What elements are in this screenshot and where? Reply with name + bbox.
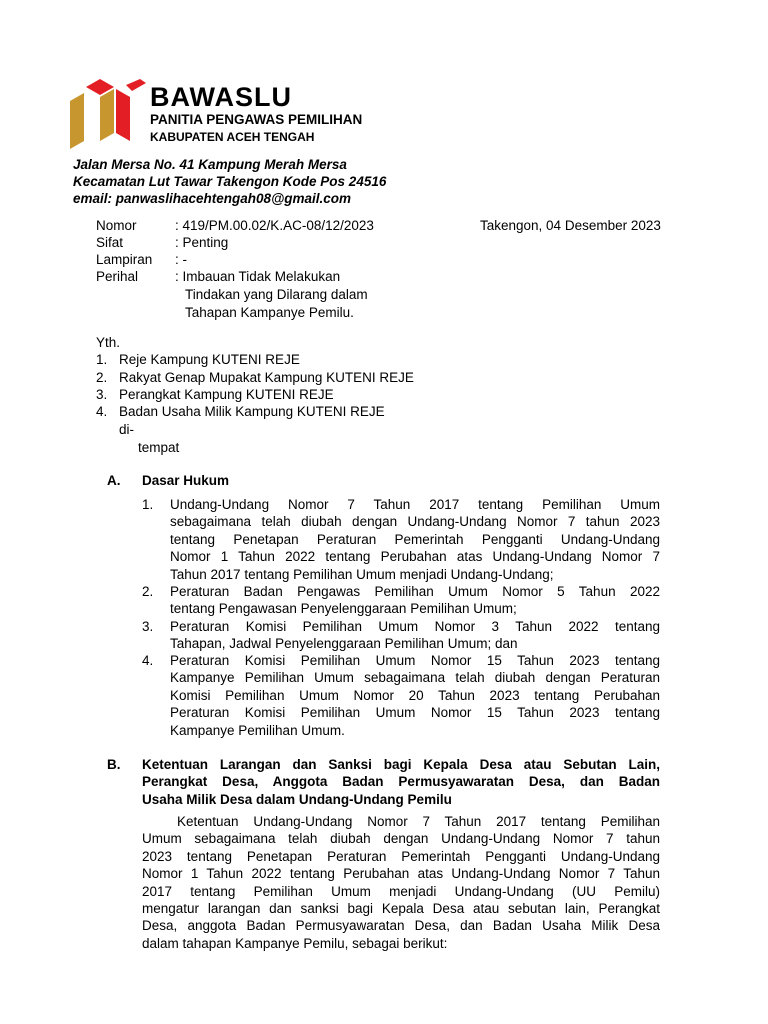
section-a-letter: A. [107,473,121,488]
recipient-item: Reje Kampung KUTENI REJE [119,352,300,367]
sifat-value: : Penting [175,235,229,250]
law-item: Undang-Undang Nomor 7 Tahun 2017 tentang Pemilihan Umum sebagaimana telah diubah dengan Undang-Undang Nomor 7 tahun 2023 tentang Penetapan Peraturan Pemerintah Pengganti Undang-Undang Nomor 1 Tahun 2022 tentang Perubahan atas Undang-Undang Nomor 7 Tahun 2017 tentang Pemilihan Umum menjadi Undang-Undang; [170,497,660,582]
lampiran-value: : - [175,252,187,267]
recipient-item: Badan Usaha Milik Kampung KUTENI REJE [119,404,385,419]
nomor-label: Nomor [96,218,137,233]
address-line-2: Kecamatan Lut Tawar Takengon Kode Pos 24516 [73,174,387,189]
org-region: KABUPATEN ACEH TENGAH [150,130,315,144]
law-item-num: 3. [142,619,154,634]
nomor-value: : 419/PM.00.02/K.AC-08/12/2023 [175,218,374,233]
recipient-num: 4. [96,404,108,419]
section-b-title: Ketentuan Larangan dan Sanksi bagi Kepala Desa atau Sebutan Lain, Perangkat Desa, Anggota Badan Permusyawaratan Desa, dan Badan Usaha Milik Desa dalam Undang-Undang Pemilu [142,757,660,807]
section-b-letter: B. [107,757,121,772]
law-item: Peraturan Badan Pengawas Pemilihan Umum Nomor 5 Tahun 2022 tentang Pengawasan Penyelenggaraan Pemilihan Umum; [170,584,660,617]
address-line-1: Jalan Mersa No. 41 Kampung Merah Mersa [73,157,347,172]
perihal-value-line-2: Tindakan yang Dilarang dalam [185,287,368,302]
letter-date: Takengon, 04 Desember 2023 [480,218,661,233]
recipient-num: 3. [96,387,108,402]
recipient-item: Rakyat Genap Mupakat Kampung KUTENI REJE [119,370,414,385]
recipient-item: Perangkat Kampung KUTENI REJE [119,387,334,402]
bawaslu-logo [70,79,146,149]
recipient-di: di- [119,422,135,437]
perihal-value-line-1: : Imbauan Tidak Melakukan [175,269,341,284]
email-line: email: panwaslihacehtengah08@gmail.com [73,191,352,206]
recipient-tempat: tempat [138,440,180,455]
perihal-value-line-3: Tahapan Kampanye Pemilu. [185,305,354,320]
law-item: Peraturan Komisi Pemilihan Umum Nomor 15 Tahun 2023 tentang Kampanye Pemilihan Umum sebagaimana telah diubah dengan Peraturan Komisi Pemilihan Umum Nomor 20 Tahun 2023 tentang Perubahan Peraturan Komisi Pemilihan Umum Nomor 15 Tahun 2023 tentang Kampanye Pemilihan Umum. [170,653,660,738]
sifat-label: Sifat [96,235,124,250]
law-item-num: 1. [142,497,154,512]
law-item-num: 2. [142,584,154,599]
section-a-title: Dasar Hukum [142,473,230,488]
org-name: BAWASLU [150,82,292,112]
law-item-num: 4. [142,653,154,668]
lampiran-label: Lampiran [96,252,153,267]
perihal-label: Perihal [96,269,139,284]
recipient-num: 2. [96,370,108,385]
org-subtitle: PANITIA PENGAWAS PEMILIHAN [150,112,363,127]
salutation: Yth. [96,335,121,350]
section-b-paragraph: Ketentuan Undang-Undang Nomor 7 Tahun 2017 tentang Pemilihan Umum sebagaimana telah diubah dengan Undang-Undang Nomor 7 tahun 2023 tentang Penetapan Peraturan Pemerintah Pengganti Undang-Undang Nomor 1 Tahun 2022 tentang Perubahan atas Undang-Undang Nomor 7 Tahun 2017 tentang Pemilihan Umum menjadi Undang-Undang (UU Pemilu) mengatur larangan dan sanksi bagi Kepala Desa atau sebutan lain, Perangkat Desa, anggota Badan Permusyawaratan Desa, dan Badan Usaha Milik Desa dalam tahapan Kampanye Pemilu, sebagai berikut: [142,814,660,951]
law-item: Peraturan Komisi Pemilihan Umum Nomor 3 Tahun 2022 tentang Tahapan, Jadwal Penyelenggaraan Pemilihan Umum; dan [170,619,660,652]
recipient-num: 1. [96,352,108,367]
